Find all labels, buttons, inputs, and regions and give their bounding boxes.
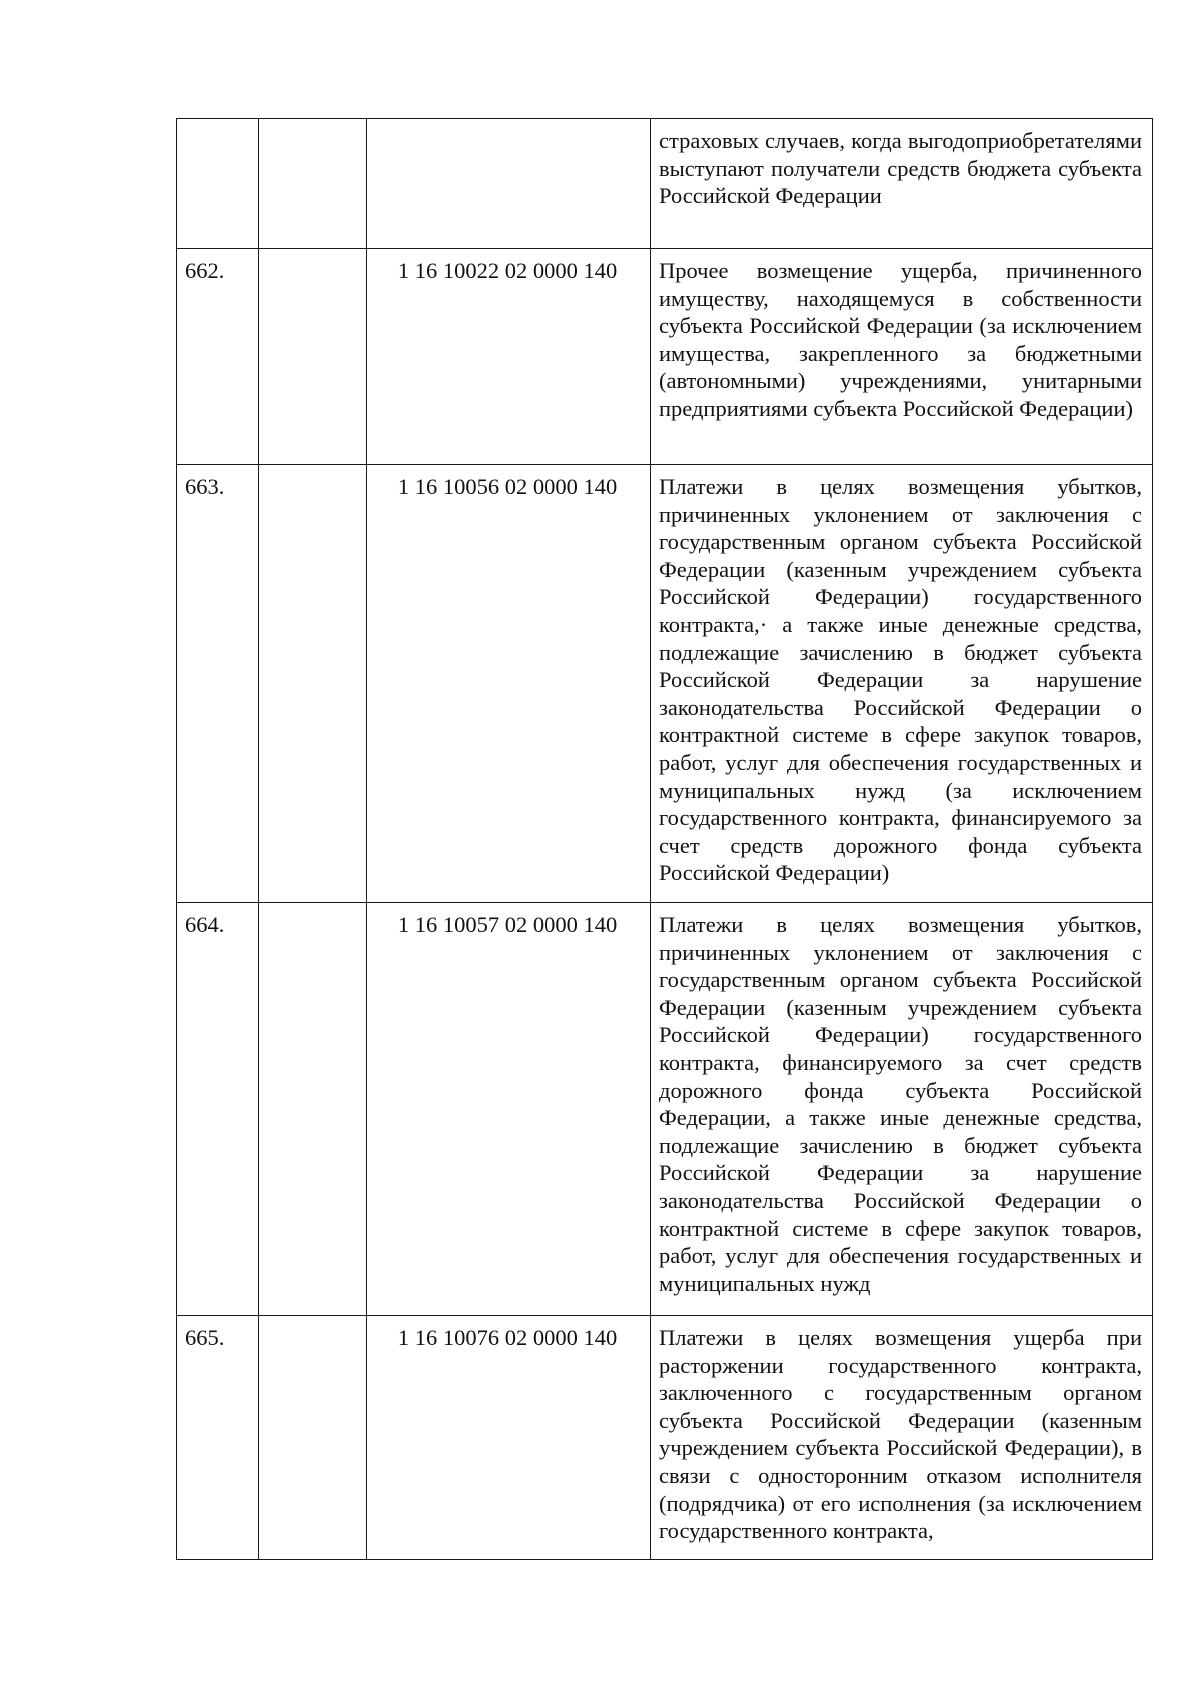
row-description: Платежи в целях возмещения ущерба при расторжении государственного контракта, заключенного с государственным органом субъекта Российской Федерации (казенным учреждением субъекта Российской Федерации), в связи с односторонним отказом исполнителя (подрядчика) от его исполнения (за исключением государственного контракта,	[651, 1316, 1153, 1560]
row-empty-cell	[259, 465, 367, 903]
table-row	[177, 119, 1153, 249]
row-empty-cell	[259, 119, 367, 249]
row-empty-cell	[259, 903, 367, 1316]
row-code: 1 16 10057 02 0000 140	[367, 903, 651, 1316]
row-description: страховых случаев, когда выгодоприобретателями выступают получатели средств бюджета субъекта Российской Федерации	[651, 119, 1153, 249]
row-number: 663.	[177, 465, 259, 903]
row-number: 664.	[177, 903, 259, 1316]
row-number	[177, 119, 259, 249]
row-empty-cell	[259, 249, 367, 465]
row-empty-cell	[259, 1316, 367, 1560]
row-code: 1 16 10056 02 0000 140	[367, 465, 651, 903]
row-code	[367, 119, 651, 249]
table-row	[177, 249, 1153, 465]
table-row	[177, 1316, 1153, 1560]
table-row	[177, 903, 1153, 1316]
row-code: 1 16 10022 02 0000 140	[367, 249, 651, 465]
row-description: Прочее возмещение ущерба, причиненного имуществу, находящемуся в собственности субъекта Российской Федерации (за исключением имущества, закрепленного за бюджетными (автономными) учреждениями, унитарными предприятиями субъекта Российской Федерации)	[651, 249, 1153, 465]
table-row	[177, 465, 1153, 903]
row-code: 1 16 10076 02 0000 140	[367, 1316, 651, 1560]
revenue-code-table	[176, 118, 1153, 1560]
row-description: Платежи в целях возмещения убытков, причиненных уклонением от заключения с государственным органом субъекта Российской Федерации (казенным учреждением субъекта Российской Федерации) государственного контракта,· а также иные денежные средства, подлежащие зачислению в бюджет субъекта Российской Федерации за нарушение законодательства Российской Федерации о контрактной системе в сфере закупок товаров, работ, услуг для обеспечения государственных и муниципальных нужд (за исключением государственного контракта, финансируемого за счет средств дорожного фонда субъекта Российской Федерации)	[651, 465, 1153, 903]
row-description: Платежи в целях возмещения убытков, причиненных уклонением от заключения с государственным органом субъекта Российской Федерации (казенным учреждением субъекта Российской Федерации) государственного контракта, финансируемого за счет средств дорожного фонда субъекта Российской Федерации, а также иные денежные средства, подлежащие зачислению в бюджет субъекта Российской Федерации за нарушение законодательства Российской Федерации о контрактной системе в сфере закупок товаров, работ, услуг для обеспечения государственных и муниципальных нужд	[651, 903, 1153, 1316]
row-number: 665.	[177, 1316, 259, 1560]
row-number: 662.	[177, 249, 259, 465]
